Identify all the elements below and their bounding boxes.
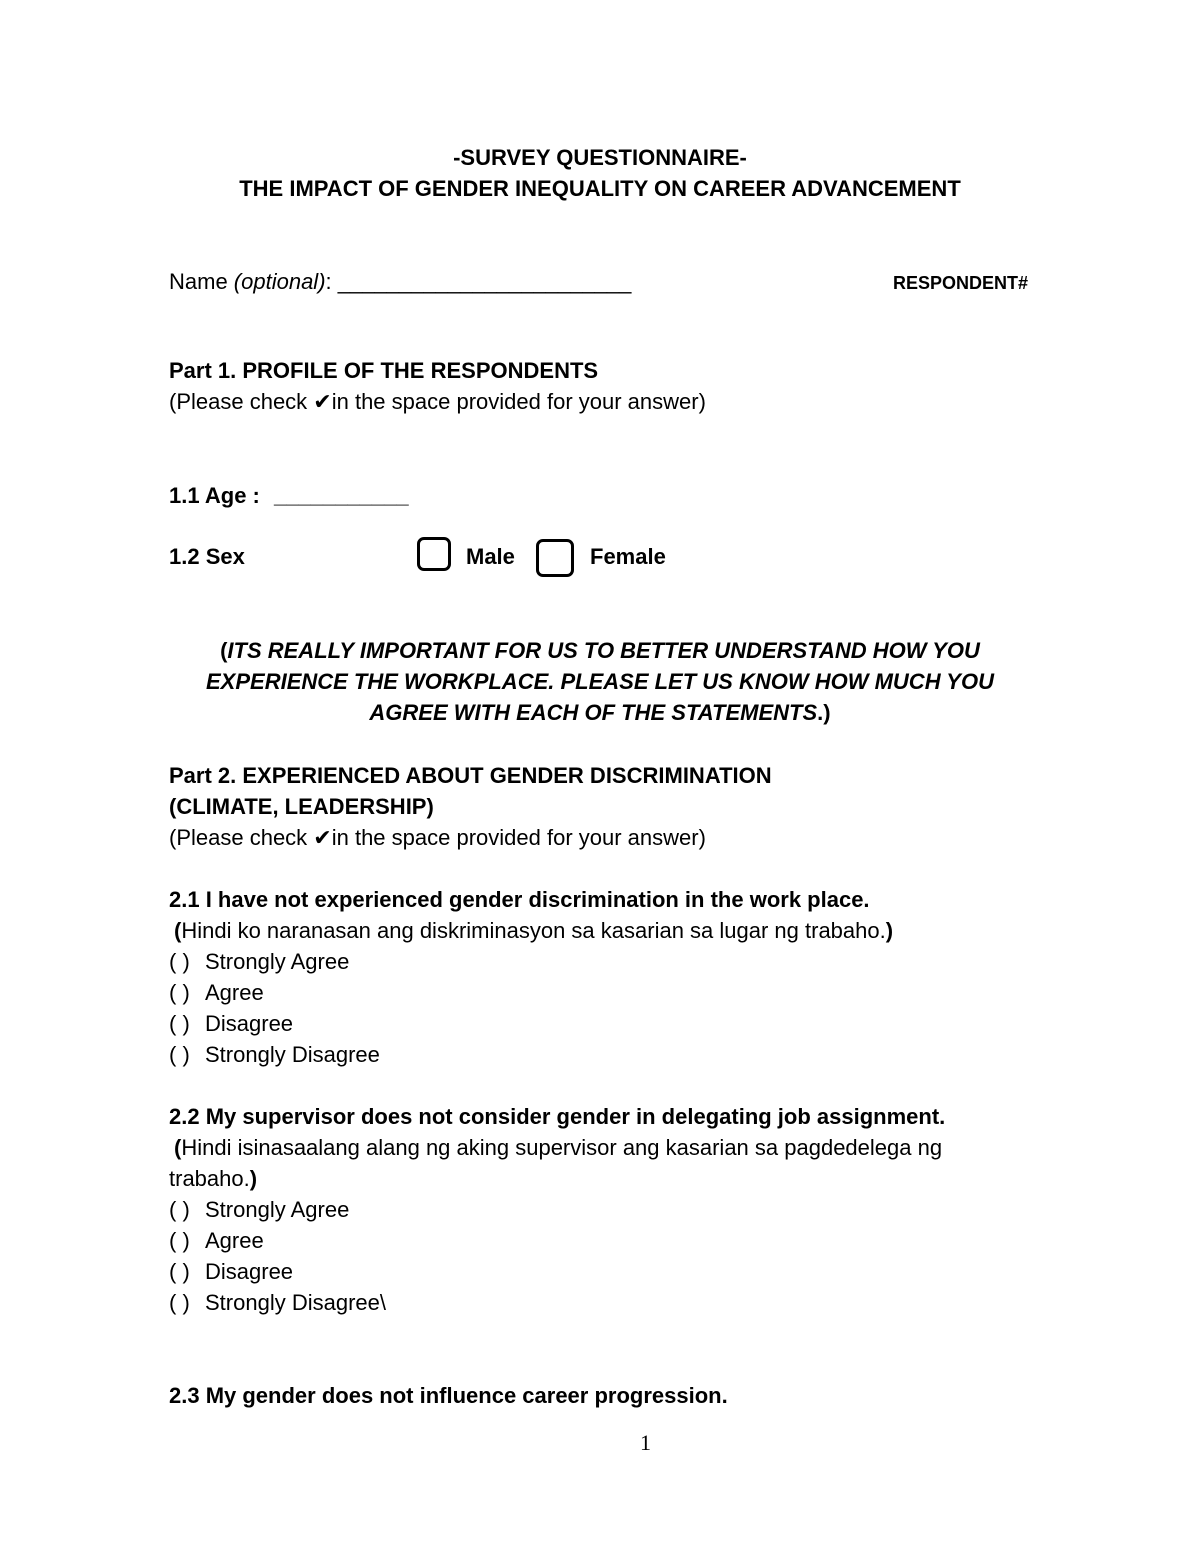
title-line-2: THE IMPACT OF GENDER INEQUALITY ON CAREER ADVANCEMENT	[239, 176, 961, 201]
name-colon: :	[325, 269, 338, 294]
part1-instruction: (Please check ✔in the space provided for your answer)	[169, 389, 706, 414]
option-paren[interactable]: ( )	[169, 949, 190, 974]
age-blank[interactable]: ___________	[274, 483, 409, 508]
question-2-1-option-strongly-agree[interactable]: ( ) Strongly Agree	[169, 949, 350, 974]
question-2-1-statement: 2.1 I have not experienced gender discrimination in the work place.	[169, 887, 870, 912]
question-2-2-option-strongly-disagree[interactable]: ( ) Strongly Disagree\	[169, 1290, 386, 1315]
question-2-3-statement: 2.3 My gender does not influence career progression.	[169, 1383, 728, 1408]
option-paren[interactable]: ( )	[169, 1290, 190, 1315]
sex-label: 1.2 Sex	[169, 544, 245, 569]
question-2-1-option-strongly-disagree[interactable]: ( ) Strongly Disagree	[169, 1042, 380, 1067]
male-label: Male	[466, 544, 515, 569]
question-2-2-option-agree[interactable]: ( ) Agree	[169, 1228, 264, 1253]
notice-line-1	[0, 638, 1200, 664]
notice-text-1: ITS REALLY IMPORTANT FOR US TO BETTER UNDERSTAND HOW YOU	[227, 638, 980, 663]
option-paren[interactable]: ( )	[169, 1197, 190, 1222]
notice-open-paren: (	[220, 638, 228, 663]
name-label: Name	[169, 269, 234, 294]
male-checkbox[interactable]	[417, 537, 451, 571]
notice-line-3	[0, 700, 1200, 726]
age-question	[169, 483, 409, 509]
female-checkbox[interactable]	[536, 539, 574, 577]
notice-close-paren: .)	[817, 700, 831, 725]
option-paren[interactable]: ( )	[169, 1042, 190, 1067]
option-paren[interactable]: ( )	[169, 1228, 190, 1253]
female-label: Female	[590, 544, 666, 569]
option-paren[interactable]: ( )	[169, 1011, 190, 1036]
question-2-1-translation: (Hindi ko naranasan ang diskriminasyon sa kasarian sa lugar ng trabaho.)	[174, 918, 894, 943]
question-2-2-option-disagree[interactable]: ( ) Disagree	[169, 1259, 294, 1284]
page-number: 1	[640, 1430, 651, 1455]
option-paren[interactable]: ( )	[169, 1259, 190, 1284]
option-paren[interactable]: ( )	[169, 980, 190, 1005]
respondent-number-label: RESPONDENT#	[893, 273, 1029, 293]
question-2-2-translation-line-1: (Hindi isinasaalang alang ng aking supervisor ang kasarian sa pagdedelega ng	[174, 1135, 943, 1160]
name-blank[interactable]: ________________________	[337, 269, 632, 294]
part2-instruction: (Please check ✔in the space provided for your answer)	[169, 825, 706, 850]
question-2-2-translation-line-2: trabaho.)	[169, 1166, 258, 1191]
title-line-1: -SURVEY QUESTIONNAIRE-	[453, 145, 747, 170]
question-2-2-option-strongly-agree[interactable]: ( ) Strongly Agree	[169, 1197, 350, 1222]
question-2-2-statement: 2.2 My supervisor does not consider gender in delegating job assignment.	[169, 1104, 946, 1129]
part2-heading-line-1: Part 2. EXPERIENCED ABOUT GENDER DISCRIMINATION	[169, 763, 772, 788]
question-2-1-option-disagree[interactable]: ( ) Disagree	[169, 1011, 294, 1036]
part2-heading-line-2: (CLIMATE, LEADERSHIP)	[169, 794, 434, 819]
part1-heading: Part 1. PROFILE OF THE RESPONDENTS	[169, 358, 599, 383]
age-label: 1.1 Age :	[169, 483, 260, 508]
question-2-1-option-agree[interactable]: ( ) Agree	[169, 980, 264, 1005]
notice-text-3: AGREE WITH EACH OF THE STATEMENTS	[369, 700, 818, 725]
notice-line-2: EXPERIENCE THE WORKPLACE. PLEASE LET US KNOW HOW MUCH YOU	[206, 669, 994, 694]
name-field	[169, 269, 631, 295]
name-optional: (optional)	[233, 269, 326, 294]
